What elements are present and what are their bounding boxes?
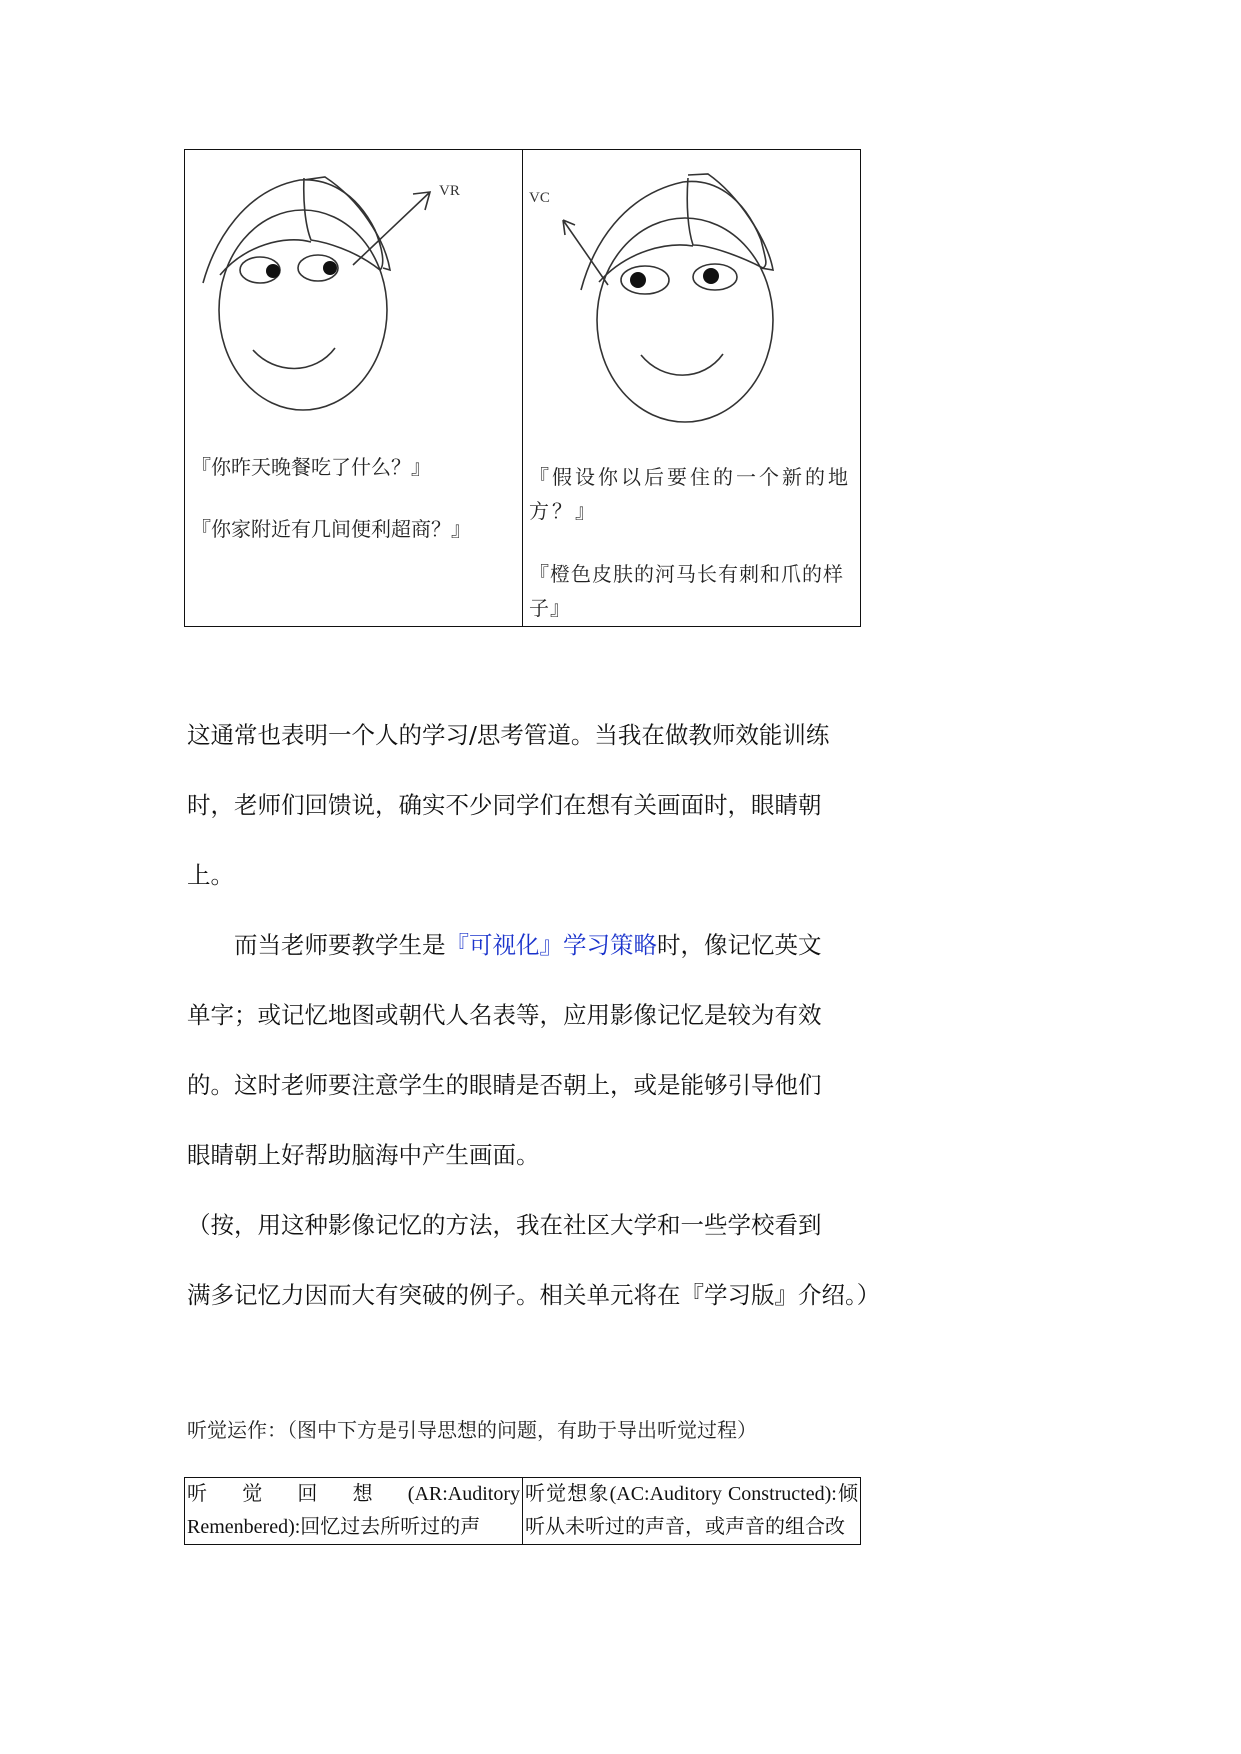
question-3: 『假设你以后要住的一个新的地方？』 [529, 465, 851, 523]
face-looking-up-left-drawing [523, 150, 861, 450]
visualization-strategy-link[interactable]: 『可视化』学习策略 [445, 931, 657, 959]
vr-label: VR [439, 183, 460, 199]
paragraph-line: （按，用这种影像记忆的方法，我在社区大学和一些学校看到 [187, 1211, 822, 1239]
question-4: 『橙色皮肤的河马长有刺和爪的样子』 [529, 562, 844, 620]
face-looking-up-right-drawing [185, 150, 523, 450]
visual-remembered-cell [185, 150, 523, 627]
paragraph-line: 满多记忆力因而大有突破的例子。相关单元将在『学习版』介绍。） [187, 1281, 881, 1309]
question-2: 『你家附近有几间便利超商？』 [191, 517, 471, 541]
paragraph-line [187, 926, 822, 960]
paragraph-line: 这通常也表明一个人的学习/思考管道。当我在做教师效能训练 [187, 721, 830, 749]
pupil [630, 272, 646, 288]
text: 时，像记忆英文 [657, 931, 822, 959]
auditory-constructed-cell [523, 1478, 861, 1545]
question-1: 『你昨天晚餐吃了什么？』 [191, 455, 431, 479]
pupil [323, 261, 337, 275]
cell-line: 听觉想象(AC:Auditory Constructed):倾 [525, 1483, 858, 1505]
visual-eye-movement-table [184, 149, 861, 627]
paragraph-line: 时，老师们回馈说，确实不少同学们在想有关画面时，眼睛朝 [187, 791, 822, 819]
auditory-remembered-cell [185, 1478, 523, 1545]
pupil [703, 268, 719, 284]
paragraph-line: 上。 [187, 861, 234, 889]
auditory-heading: 听觉运作：（图中下方是引导思想的问题，有助于导出听觉过程） [187, 1418, 757, 1442]
cell-line: 听觉回想(AR:Auditory [187, 1483, 520, 1505]
auditory-table [184, 1477, 861, 1545]
paragraph-line: 单字；或记忆地图或朝代人名表等，应用影像记忆是较为有效 [187, 1001, 822, 1029]
vc-label: VC [529, 190, 550, 206]
cell-line: Remenbered):回忆过去所听过的声 [187, 1516, 481, 1538]
cell-line: 听从未听过的声音，或声音的组合改 [525, 1516, 845, 1538]
pupil [266, 264, 280, 278]
paragraph-line: 的。这时老师要注意学生的眼睛是否朝上，或是能够引导他们 [187, 1071, 822, 1099]
text: 而当老师要教学生是 [187, 931, 446, 959]
visual-constructed-cell [523, 150, 861, 627]
paragraph-line: 眼睛朝上好帮助脑海中产生画面。 [187, 1141, 540, 1169]
